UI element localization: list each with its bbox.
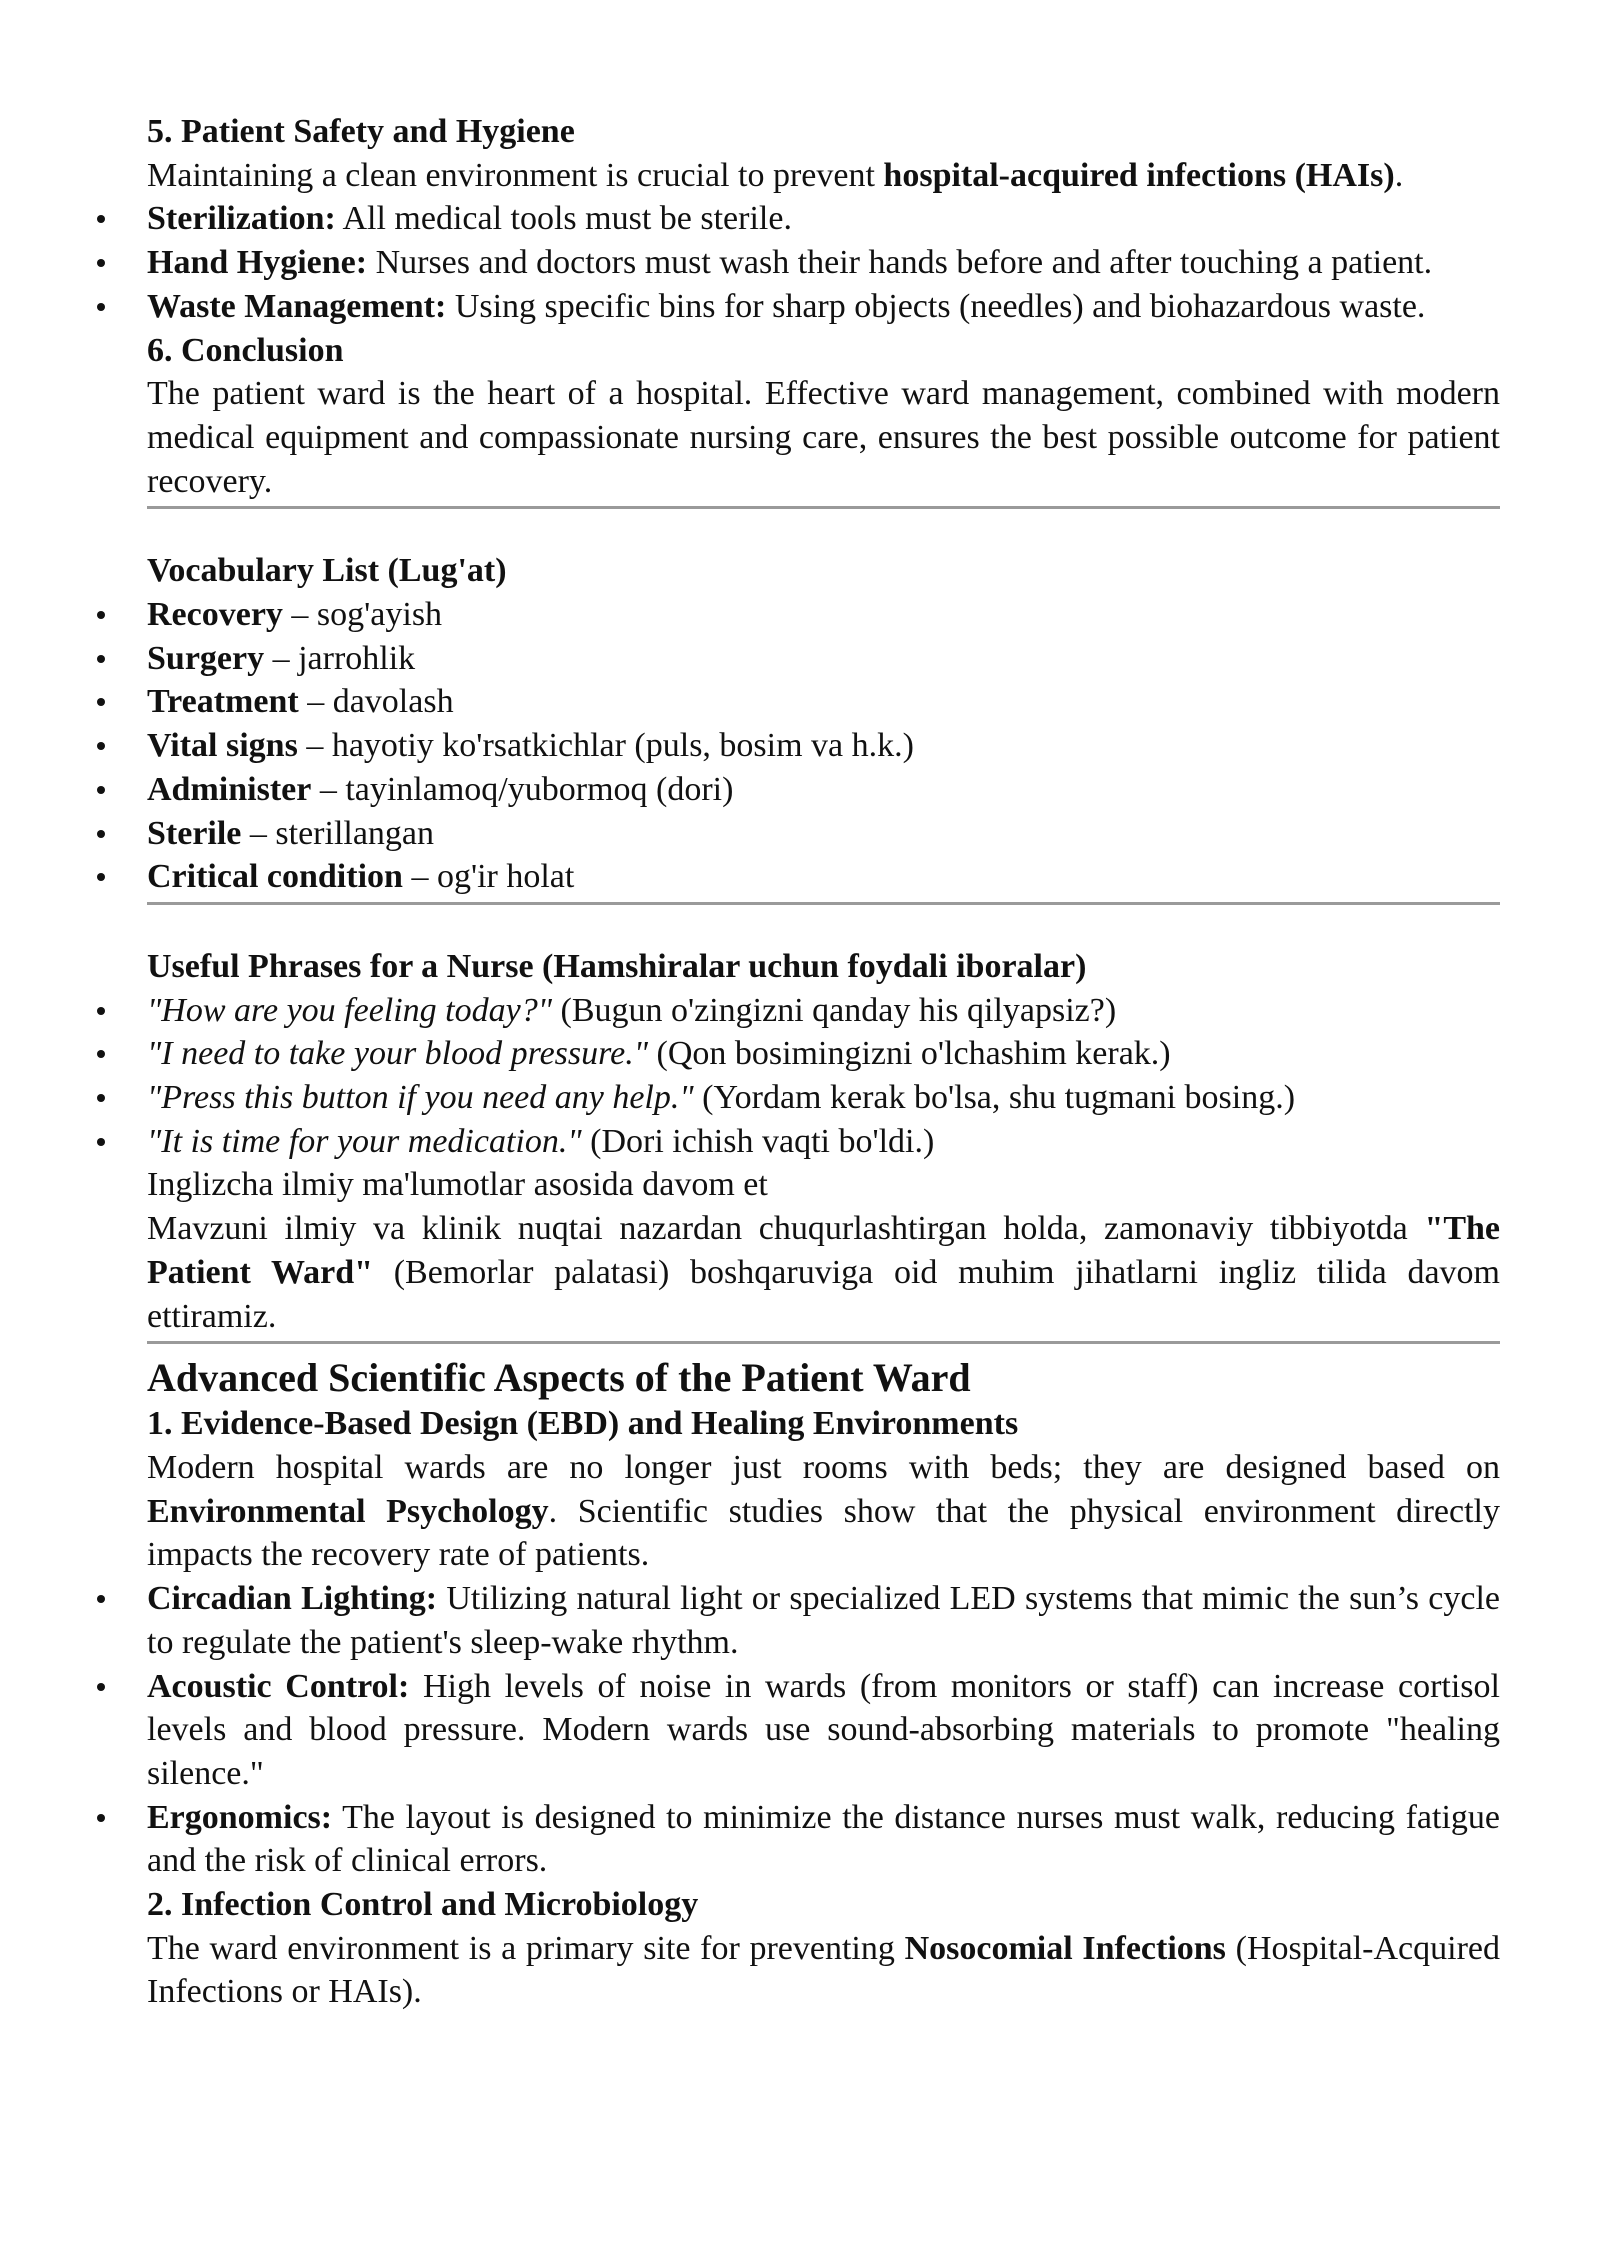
divider: [147, 1341, 1500, 1344]
item-text: Using specific bins for sharp objects (needles) and biohazardous waste.: [446, 287, 1426, 325]
list-item: [147, 637, 1500, 681]
list-item: [147, 1032, 1500, 1076]
intro-emphasis: Environmental Psychology: [147, 1492, 549, 1530]
list-item: [147, 1796, 1500, 1883]
phrase-translation: (Dori ichish vaqti bo'ldi.): [581, 1122, 935, 1160]
note-line: Inglizcha ilmiy ma'lumotlar asosida davom et: [147, 1166, 768, 1204]
list-item: [147, 241, 1500, 285]
vocab-term: Administer: [147, 770, 312, 808]
item-text: The layout is designed to minimize the distance nurses must walk, reducing fatigue and the risk of clinical errors.: [147, 1798, 1500, 1880]
item-text: High levels of noise in wards (from monitors or staff) can increase cortisol levels and blood pressure. Modern wards use sound-absorbing materials to promote "healing silence.": [147, 1667, 1500, 1792]
vocab-translation: – sog'ayish: [282, 596, 443, 634]
intro-text: (Hospital-Acquired Infections or HAIs).: [147, 1929, 1500, 2011]
vocab-term: Vital signs: [147, 727, 298, 765]
item-text: Nurses and doctors must wash their hands before and after touching a patient.: [367, 244, 1433, 282]
phrase-quote: "Press this button if you need any help.": [147, 1079, 694, 1117]
section-heading: 6. Conclusion: [147, 331, 344, 369]
vocab-term: Surgery: [147, 639, 265, 677]
section-intro: [147, 154, 1500, 198]
list-item: [147, 812, 1500, 856]
intro-emphasis: hospital-acquired infections (HAIs): [883, 156, 1395, 194]
vocab-term: Sterile: [147, 814, 242, 852]
list-item: [147, 1076, 1500, 1120]
list-item: [147, 1665, 1500, 1796]
item-term: Circadian Lighting:: [147, 1580, 438, 1618]
item-term: Acoustic Control:: [147, 1667, 410, 1705]
note-text: (Bemorlar palatasi) boshqaruviga oid muhim jihatlarni ingliz tilida davom ettiramiz.: [147, 1253, 1500, 1335]
vocab-term: Recovery: [147, 596, 283, 634]
safety-list: [147, 197, 1500, 328]
phrases-list: [147, 989, 1500, 1164]
section-heading: 1. Evidence-Based Design (EBD) and Healing Environments: [147, 1405, 1019, 1443]
item-term: Ergonomics:: [147, 1798, 333, 1836]
conclusion-text: The patient ward is the heart of a hospital. Effective ward management, combined with modern medical equipment and compassionate nursing care, ensures the best possible outcome for patient recovery.: [147, 375, 1500, 500]
phrase-translation: (Bugun o'zingizni qanday his qilyapsiz?): [552, 991, 1117, 1029]
phrase-quote: "It is time for your medication.": [147, 1122, 582, 1160]
list-item: [147, 855, 1500, 899]
item-text: All medical tools must be sterile.: [335, 200, 792, 238]
list-item: [147, 768, 1500, 812]
note-text: Mavzuni ilmiy va klinik nuqtai nazardan chuqurlashtirgan holda, zamonaviy tibbiyotda: [147, 1210, 1425, 1248]
intro-emphasis: Nosocomial Infections: [904, 1929, 1226, 1967]
phrases-heading: Useful Phrases for a Nurse (Hamshiralar uchun foydali iboralar): [147, 947, 1087, 985]
section-heading: 2. Infection Control and Microbiology: [147, 1886, 699, 1924]
note-paragraph: [147, 1207, 1500, 1338]
design-list: [147, 1577, 1500, 1883]
phrase-translation: (Qon bosimingizni o'lchashim kerak.): [648, 1035, 1171, 1073]
phrase-quote: "I need to take your blood pressure.": [147, 1035, 648, 1073]
intro-text: . Scientific studies show that the physical environment directly impacts the recovery rate of patients.: [147, 1492, 1500, 1574]
section-intro: [147, 1446, 1500, 1577]
item-term: Sterilization:: [147, 200, 336, 238]
phrase-quote: "How are you feeling today?": [147, 991, 552, 1029]
list-item: [147, 1577, 1500, 1664]
vocab-term: Treatment: [147, 683, 299, 721]
vocabulary-heading: Vocabulary List (Lug'at): [147, 552, 507, 590]
vocab-translation: – davolash: [298, 683, 454, 721]
list-item: [147, 989, 1500, 1033]
phrase-translation: (Yordam kerak bo'lsa, shu tugmani bosing.): [693, 1079, 1296, 1117]
vocab-translation: – og'ir holat: [402, 858, 575, 896]
list-item: [147, 680, 1500, 724]
vocab-translation: – jarrohlik: [264, 639, 416, 677]
intro-punct: .: [1394, 156, 1404, 194]
vocab-term: Critical condition: [147, 858, 403, 896]
section-intro: [147, 1927, 1500, 2014]
list-item: [147, 724, 1500, 768]
intro-text: Modern hospital wards are no longer just rooms with beds; they are designed based on: [147, 1448, 1500, 1486]
vocab-translation: – sterillangan: [241, 814, 435, 852]
section-heading: 5. Patient Safety and Hygiene: [147, 113, 575, 150]
list-item: [147, 285, 1500, 329]
page-title: Advanced Scientific Aspects of the Patient Ward: [147, 1355, 971, 1401]
item-term: Hand Hygiene:: [147, 244, 368, 282]
document-page: [147, 110, 1500, 2014]
note-emphasis: "The Patient Ward": [147, 1210, 1500, 1291]
intro-text: Maintaining a clean environment is crucial to prevent: [147, 156, 884, 194]
list-item: [147, 1120, 1500, 1164]
list-item: [147, 197, 1500, 241]
vocabulary-list: [147, 593, 1500, 899]
vocab-translation: – hayotiy ko'rsatkichlar (puls, bosim va h.k.): [297, 727, 914, 765]
item-term: Waste Management:: [147, 287, 447, 325]
intro-text: The ward environment is a primary site for preventing: [147, 1929, 905, 1967]
list-item: [147, 593, 1500, 637]
vocab-translation: – tayinlamoq/yubormoq (dori): [311, 770, 734, 808]
item-text: Utilizing natural light or specialized LED systems that mimic the sun’s cycle to regulate the patient's sleep-wake rhythm.: [147, 1580, 1500, 1661]
